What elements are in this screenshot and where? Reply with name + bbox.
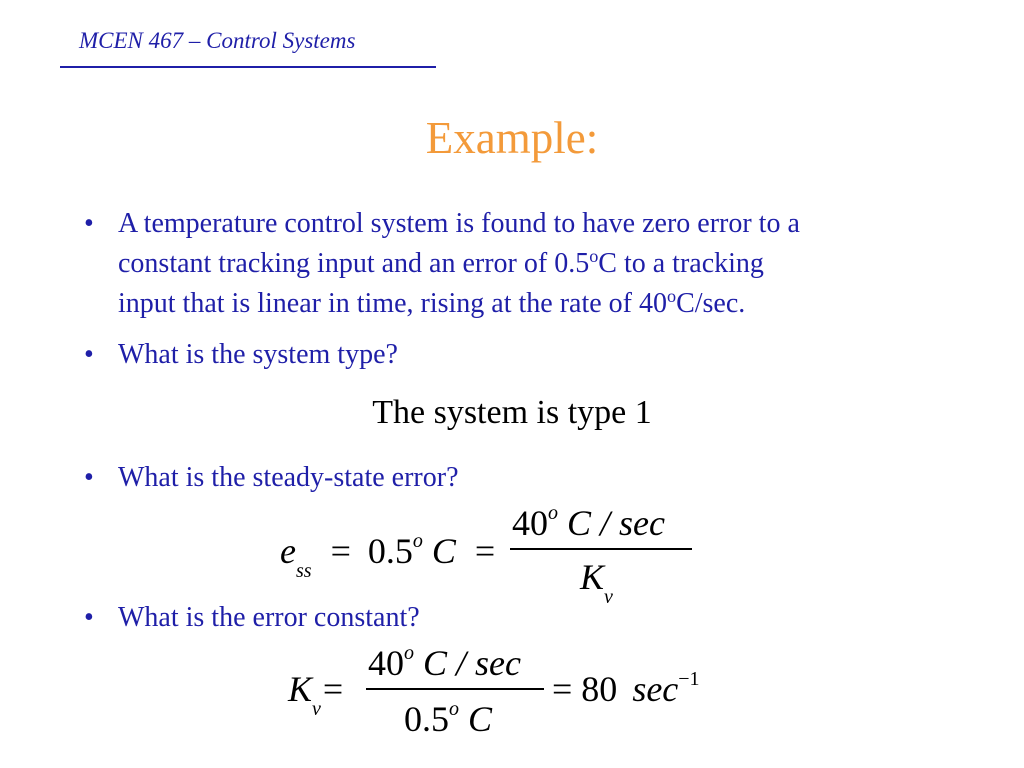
bullet-item-problem — [84, 204, 978, 324]
eq2-v: v — [312, 698, 321, 720]
degree-sup-2: o — [666, 286, 677, 306]
problem-line-2b: C to a tracking — [598, 248, 764, 279]
bullet-dot: • — [84, 462, 94, 493]
eq2-equals: = — [322, 669, 344, 709]
eq1-num-rest: C / sec — [567, 503, 665, 543]
course-header: MCEN 467 – Control Systems — [79, 28, 356, 53]
eq2-num-40: 40 — [368, 643, 404, 683]
eq1-C: C — [431, 531, 456, 571]
eq1-fraction-bar — [510, 548, 692, 550]
problem-line-1: A temperature control system is found to have zero error to a — [118, 208, 800, 239]
bullet-dot: • — [84, 208, 94, 239]
problem-line-2a: constant tracking input and an error of 0.5 — [118, 248, 590, 279]
eq1-equals: = — [330, 531, 351, 571]
degree-sup: o — [589, 246, 599, 266]
eq2-sec: sec — [632, 669, 679, 709]
bullet-dot: • — [84, 339, 94, 370]
answer-system-type: The system is type 1 — [372, 394, 652, 431]
bullet-item-system-type — [84, 335, 978, 375]
eq1-degree: o — [412, 530, 423, 552]
eq1-num-degree: o — [548, 502, 558, 524]
eq1-den-v: v — [604, 586, 613, 608]
eq2-den-C: C — [468, 699, 493, 739]
eq1-equals-2: = — [474, 531, 496, 571]
problem-line-3b: C/sec. — [676, 288, 746, 319]
eq2-num-degree: o — [404, 642, 414, 664]
bullet-item-error-constant — [84, 598, 978, 638]
eq2-den-value: 0.5 — [404, 699, 449, 739]
eq2-exponent: −1 — [678, 668, 700, 690]
question-system-type: What is the system type? — [118, 339, 398, 370]
eq2-fraction-bar — [366, 688, 544, 690]
header-rule — [60, 66, 436, 68]
eq2-num-rest: C / sec — [423, 643, 521, 683]
problem-line-3a: input that is linear in time, rising at the rate of 40 — [118, 288, 667, 319]
eq1-ss: ss — [295, 560, 312, 582]
eq1-value: 0.5 — [367, 531, 413, 571]
eq2-result: = 80 — [552, 669, 618, 709]
eq2-den-degree: o — [449, 698, 459, 720]
eq1-e: e — [280, 531, 296, 571]
eq2-K: K — [288, 669, 313, 709]
eq1-den-K: K — [580, 557, 605, 597]
question-error-constant: What is the error constant? — [118, 602, 420, 633]
slide-title: Example: — [425, 113, 599, 163]
eq1-num-40: 40 — [512, 503, 548, 543]
question-steady-state-error: What is the steady-state error? — [118, 462, 459, 493]
bullet-dot: • — [84, 602, 94, 633]
bullet-item-steady-state — [84, 458, 978, 498]
